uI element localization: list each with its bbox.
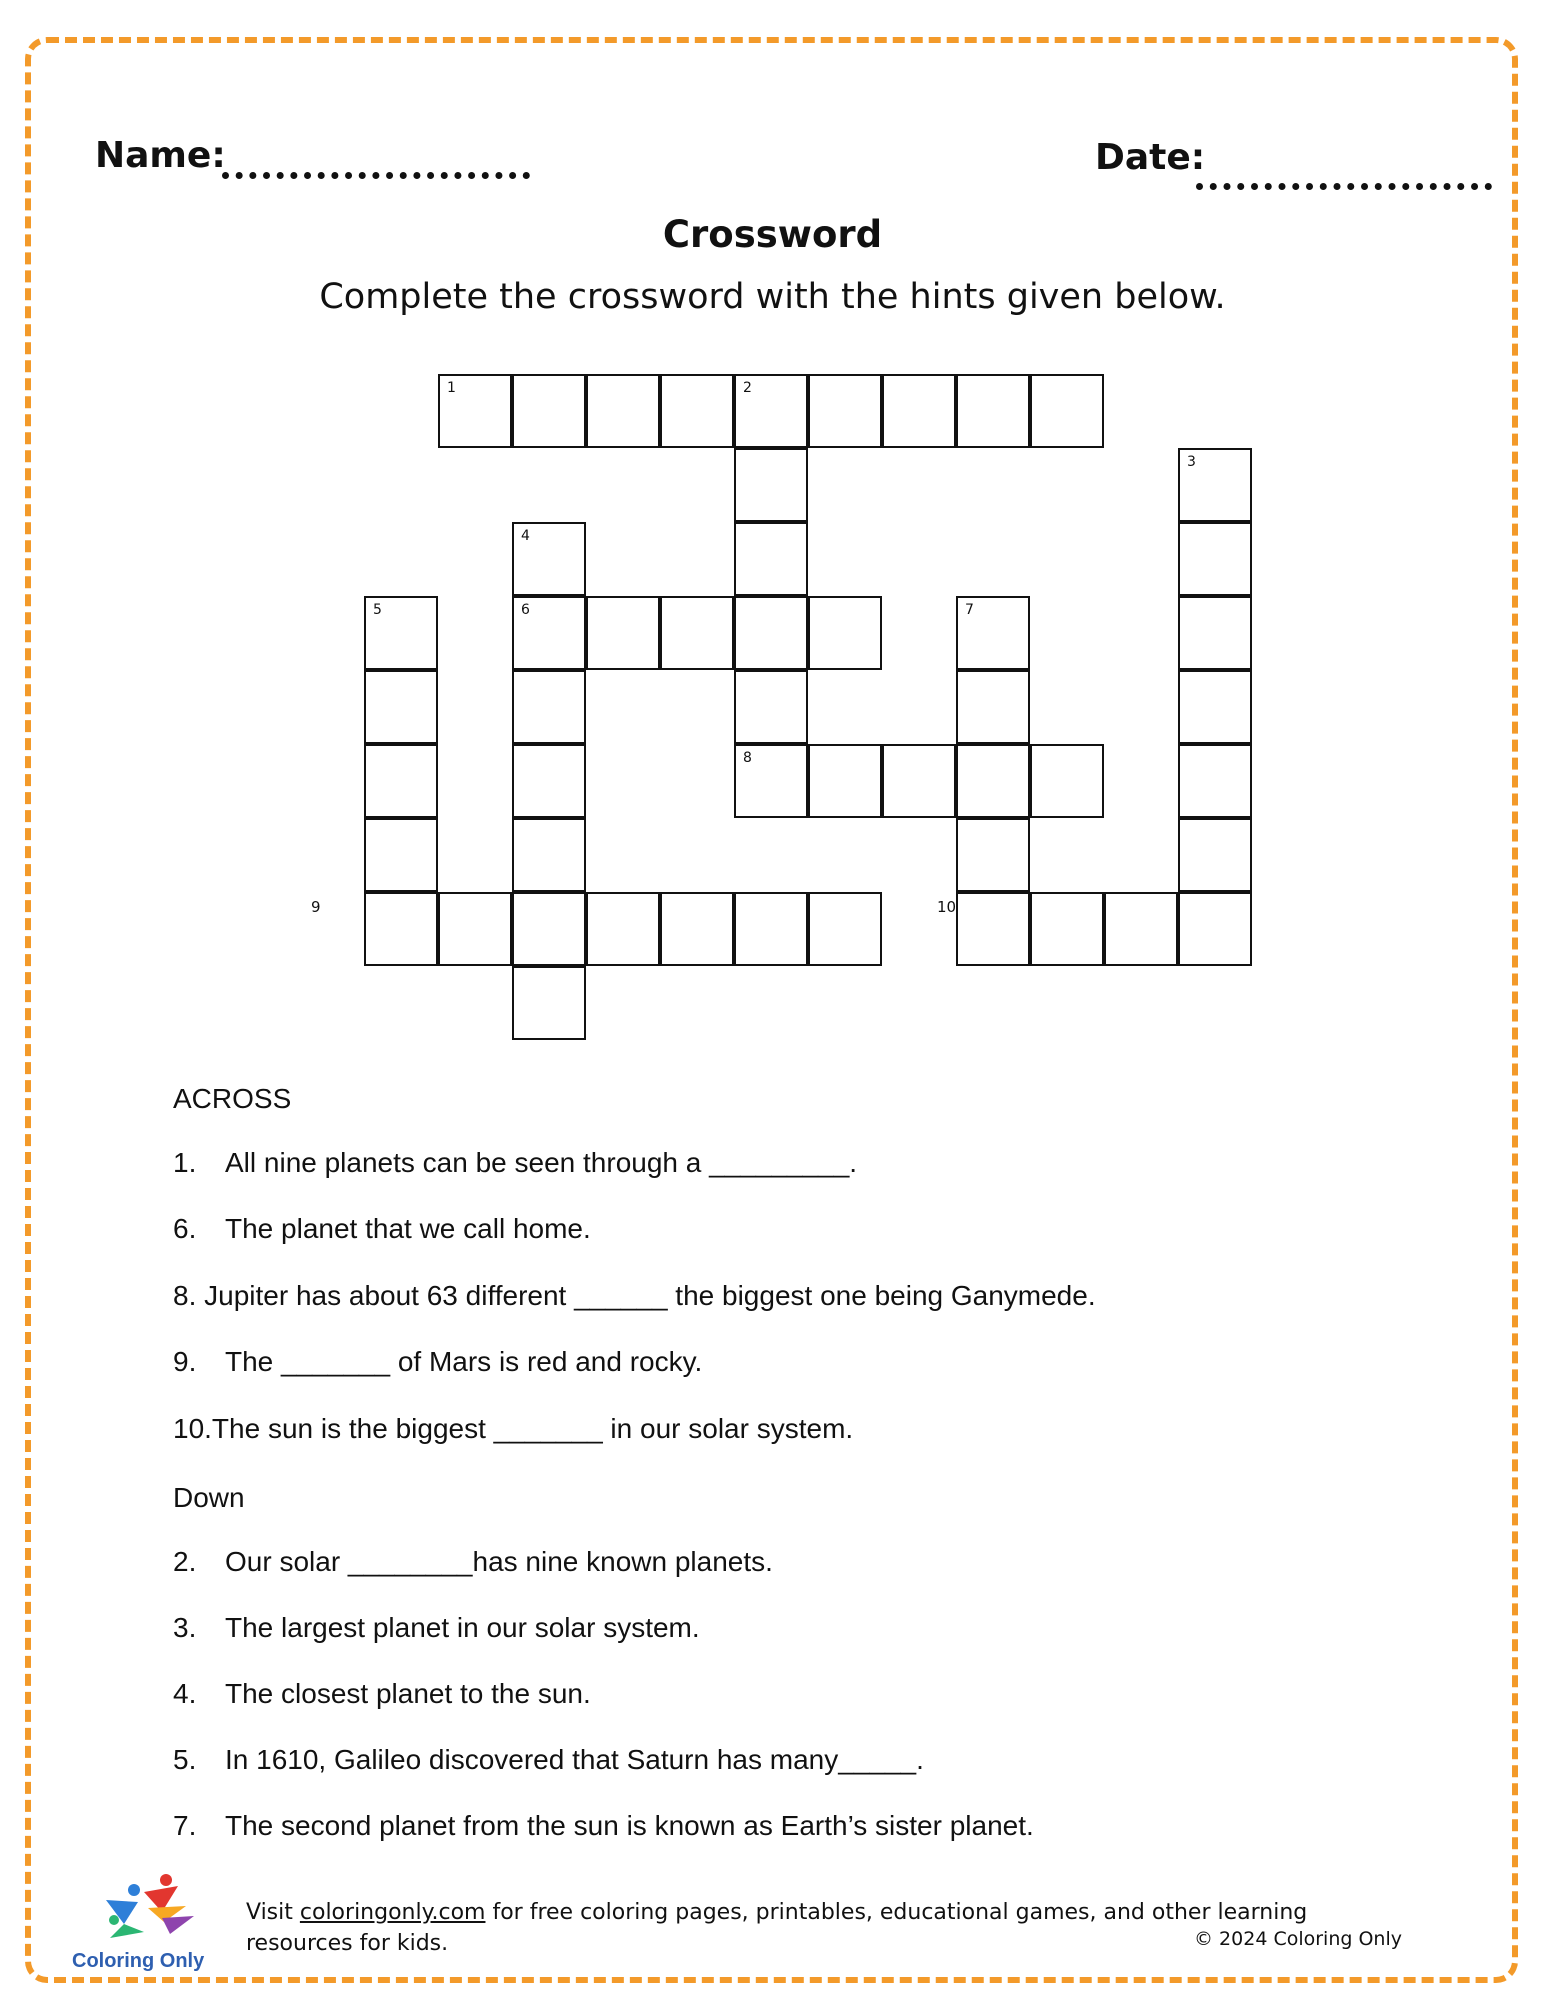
- grid-cell[interactable]: [808, 892, 882, 966]
- down-clue: [173, 1612, 700, 1644]
- grid-cell[interactable]: [956, 818, 1030, 892]
- grid-cell[interactable]: [364, 744, 438, 818]
- clue-num: 2.: [173, 1546, 197, 1577]
- clue-text: 10.The sun is the biggest _______ in our solar system.: [173, 1413, 854, 1444]
- grid-cell[interactable]: [586, 892, 660, 966]
- clue-num: 3.: [173, 1612, 197, 1643]
- copyright: © 2024 Coloring Only: [1194, 1928, 1402, 1950]
- logo-text: Coloring Only: [72, 1950, 205, 1972]
- grid-cell[interactable]: [512, 374, 586, 448]
- clue-number: 4: [521, 528, 530, 544]
- clue-text: In 1610, Galileo discovered that Saturn has many_____.: [225, 1744, 924, 1775]
- grid-cell[interactable]: [512, 522, 586, 596]
- grid-cell[interactable]: [512, 596, 586, 670]
- clue-text: Our solar ________has nine known planets.: [225, 1546, 773, 1577]
- across-clue: [173, 1280, 1096, 1312]
- clue-text: All nine planets can be seen through a _________.: [225, 1147, 858, 1178]
- grid-cell[interactable]: [734, 670, 808, 744]
- clue-number: 5: [373, 602, 382, 618]
- grid-cell[interactable]: [586, 374, 660, 448]
- grid-cell[interactable]: [364, 670, 438, 744]
- clue-text: The _______ of Mars is red and rocky.: [225, 1346, 703, 1377]
- grid-cell[interactable]: [956, 670, 1030, 744]
- grid-cell[interactable]: [1178, 448, 1252, 522]
- clue-num: 5.: [173, 1744, 197, 1775]
- clue-number: 9: [311, 898, 321, 916]
- grid-cell[interactable]: [808, 744, 882, 818]
- grid-cell[interactable]: [734, 374, 808, 448]
- clue-number: 1: [447, 380, 456, 396]
- clue-number: 2: [743, 380, 752, 396]
- across-clue: [173, 1346, 702, 1378]
- grid-cell[interactable]: [512, 744, 586, 818]
- down-clue: [173, 1810, 1034, 1842]
- grid-cell[interactable]: [1178, 596, 1252, 670]
- grid-cell[interactable]: [734, 744, 808, 818]
- grid-cell[interactable]: [956, 892, 1030, 966]
- clue-number: 10: [937, 898, 957, 916]
- clue-number: 6: [521, 602, 530, 618]
- clue-text: The second planet from the sun is known as Earth’s sister planet.: [225, 1810, 1034, 1841]
- grid-cell[interactable]: [1178, 522, 1252, 596]
- grid-cell[interactable]: [364, 818, 438, 892]
- grid-cell[interactable]: [438, 892, 512, 966]
- grid-cell[interactable]: [660, 374, 734, 448]
- down-clue: [173, 1546, 773, 1578]
- grid-cell[interactable]: [1178, 892, 1252, 966]
- grid-cell[interactable]: [364, 596, 438, 670]
- grid-cell[interactable]: [734, 892, 808, 966]
- grid-cell[interactable]: [438, 374, 512, 448]
- grid-cell[interactable]: [1104, 892, 1178, 966]
- clue-text: The closest planet to the sun.: [225, 1678, 591, 1709]
- down-clue: [173, 1744, 924, 1776]
- grid-cell[interactable]: [808, 374, 882, 448]
- grid-cell[interactable]: [734, 522, 808, 596]
- clue-num: 9.: [173, 1346, 197, 1377]
- grid-cell[interactable]: [1178, 818, 1252, 892]
- footer-visit: Visit: [246, 1900, 293, 1925]
- across-clue: [173, 1213, 591, 1245]
- clue-number: 3: [1187, 454, 1196, 470]
- clue-num: 4.: [173, 1678, 197, 1709]
- grid-cell[interactable]: [660, 596, 734, 670]
- grid-cell[interactable]: [1030, 374, 1104, 448]
- clue-num: 6.: [173, 1213, 197, 1244]
- clue-num: 1.: [173, 1147, 197, 1178]
- grid-cell[interactable]: [660, 892, 734, 966]
- grid-cell[interactable]: [512, 818, 586, 892]
- date-label: Date:: [1095, 137, 1206, 178]
- date-field[interactable]: [1196, 183, 1492, 190]
- clue-number: 7: [965, 602, 974, 618]
- grid-cell[interactable]: [1178, 670, 1252, 744]
- grid-cell[interactable]: [882, 374, 956, 448]
- grid-cell[interactable]: [882, 744, 956, 818]
- clue-text: 8. Jupiter has about 63 different ______ the biggest one being Ganymede.: [173, 1280, 1096, 1311]
- grid-cell[interactable]: [956, 374, 1030, 448]
- grid-cell[interactable]: [956, 744, 1030, 818]
- grid-cell[interactable]: [364, 892, 438, 966]
- grid-cell[interactable]: [586, 596, 660, 670]
- grid-cell[interactable]: [1030, 892, 1104, 966]
- footer-link[interactable]: coloringonly.com: [299, 1900, 486, 1925]
- across-heading: ACROSS: [173, 1083, 292, 1114]
- clue-text: The planet that we call home.: [225, 1213, 591, 1244]
- grid-cell[interactable]: [808, 596, 882, 670]
- grid-cell[interactable]: [512, 892, 586, 966]
- clue-text: The largest planet in our solar system.: [225, 1612, 700, 1643]
- down-heading: Down: [173, 1482, 245, 1513]
- grid-cell[interactable]: [512, 670, 586, 744]
- down-clue: [173, 1678, 591, 1710]
- page-title: Crossword: [662, 213, 883, 256]
- instructions: Complete the crossword with the hints given below.: [319, 277, 1226, 317]
- across-clue: [173, 1147, 857, 1179]
- name-field[interactable]: [222, 172, 530, 179]
- clue-number: 8: [743, 750, 752, 766]
- grid-cell[interactable]: [734, 596, 808, 670]
- grid-cell[interactable]: [512, 966, 586, 1040]
- grid-cell[interactable]: [1030, 744, 1104, 818]
- grid-cell[interactable]: [1178, 744, 1252, 818]
- footer-rest: for free coloring pages, printables, educational games, and other learning resources for kids.: [246, 1900, 1308, 1956]
- clue-num: 7.: [173, 1810, 197, 1841]
- grid-cell[interactable]: [734, 448, 808, 522]
- coloring-only-logo[interactable]: [66, 1872, 216, 1982]
- name-label: Name:: [95, 135, 226, 176]
- grid-cell[interactable]: [956, 596, 1030, 670]
- logo-people-icon: [66, 1872, 216, 1942]
- across-clue: [173, 1413, 853, 1445]
